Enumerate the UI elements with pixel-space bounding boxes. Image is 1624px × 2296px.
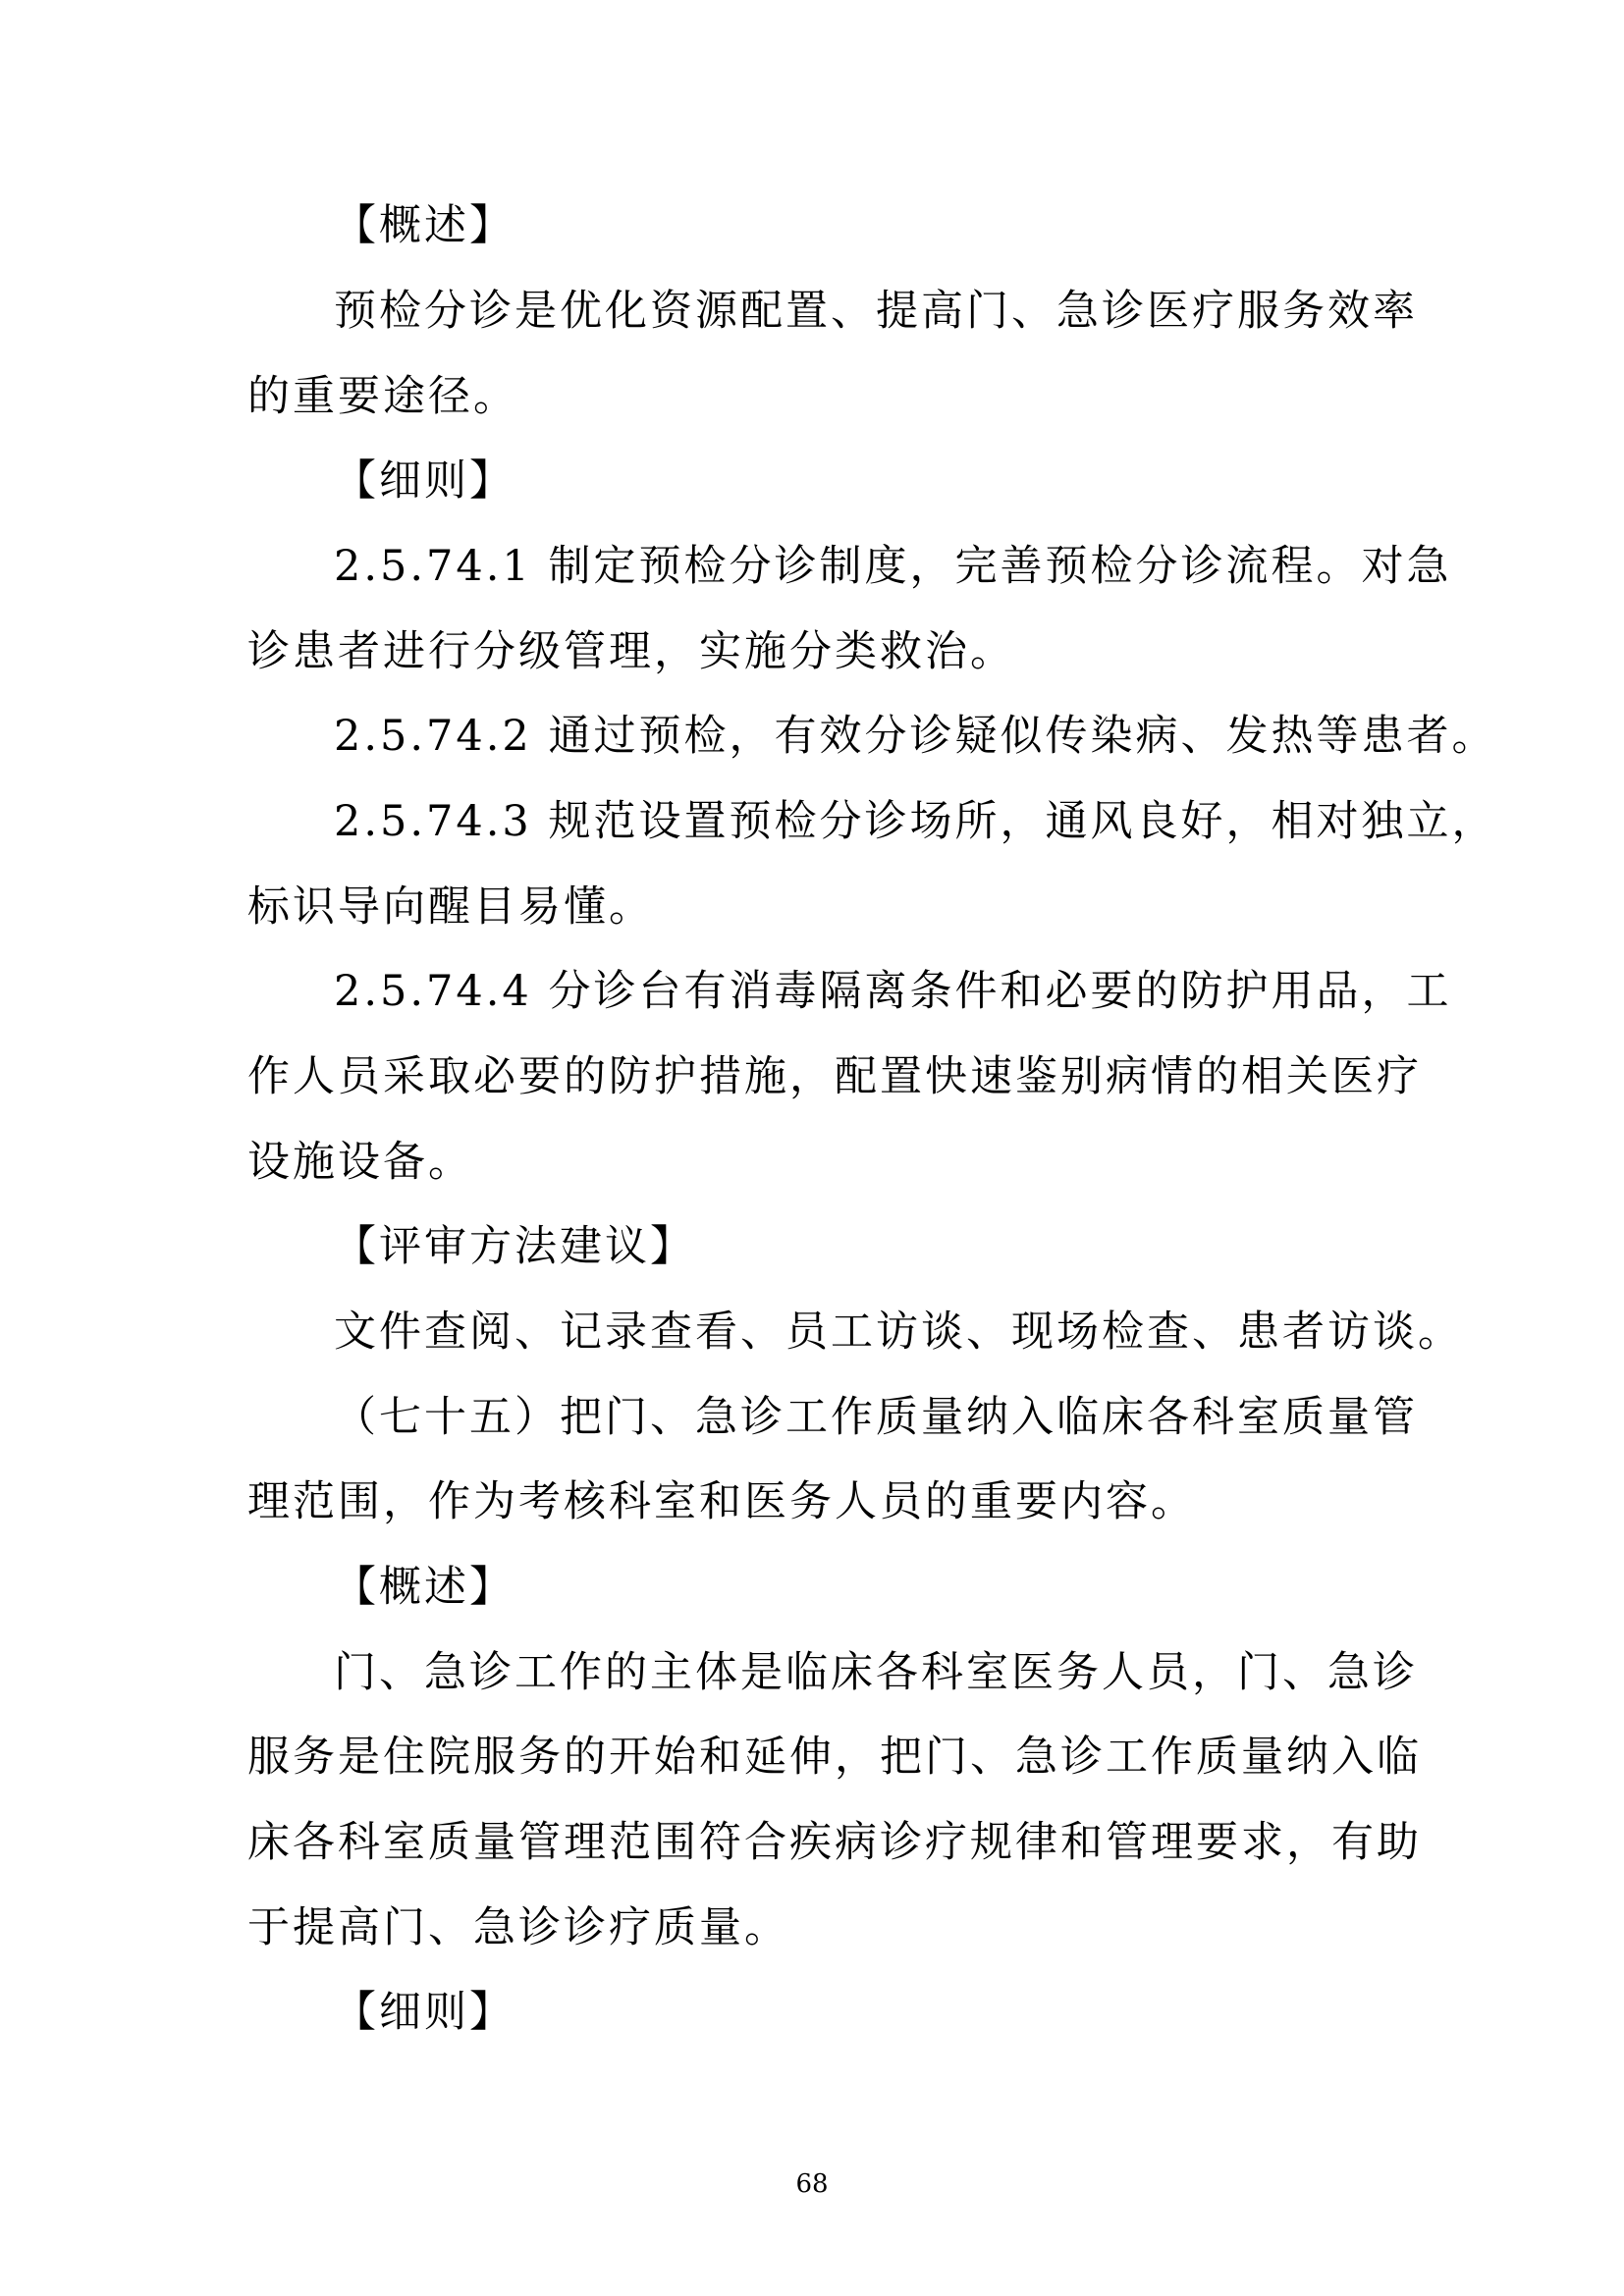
paragraph-line: （七十五）把门、急诊工作质量纳入临床各科室质量管	[334, 1393, 1418, 1442]
paragraph-line: 2.5.74.3 规范设置预检分诊场所，通风良好，相对独立，	[334, 797, 1497, 846]
section-heading-review-method: 【评审方法建议】	[334, 1222, 695, 1271]
paragraph-line: 服务是住院服务的开始和延伸，把门、急诊工作质量纳入临	[247, 1733, 1422, 1782]
paragraph-line: 2.5.74.1 制定预检分诊制度，完善预检分诊流程。对急	[334, 542, 1452, 591]
paragraph-line: 标识导向醒目易懂。	[247, 882, 654, 932]
paragraph-line: 的重要途径。	[247, 372, 518, 421]
paragraph-line: 于提高门、急诊诊疗质量。	[247, 1903, 789, 1952]
paragraph-line: 床各科室质量管理范围符合疾病诊疗规律和管理要求，有助	[247, 1818, 1422, 1867]
paragraph-line: 诊患者进行分级管理，实施分类救治。	[247, 627, 1015, 676]
paragraph-line: 预检分诊是优化资源配置、提高门、急诊医疗服务效率	[334, 287, 1418, 336]
paragraph-line: 2.5.74.2 通过预检，有效分诊疑似传染病、发热等患者。	[334, 712, 1497, 761]
paragraph-line: 门、急诊工作的主体是临床各科室医务人员，门、急诊	[334, 1648, 1418, 1697]
section-heading-overview: 【概述】	[334, 201, 514, 250]
section-heading-details: 【细则】	[334, 456, 514, 506]
paragraph-line: 文件查阅、记录查看、员工访谈、现场检查、患者访谈。	[334, 1308, 1463, 1357]
section-heading-details: 【细则】	[334, 1988, 514, 2037]
paragraph-line: 作人员采取必要的防护措施，配置快速鉴别病情的相关医疗	[247, 1052, 1422, 1101]
section-heading-overview: 【概述】	[334, 1563, 514, 1612]
paragraph-line: 理范围，作为考核科室和医务人员的重要内容。	[247, 1477, 1196, 1526]
paragraph-line: 设施设备。	[247, 1138, 473, 1187]
page-number: 68	[795, 2169, 829, 2199]
paragraph-line: 2.5.74.4 分诊台有消毒隔离条件和必要的防护用品，工	[334, 967, 1452, 1016]
